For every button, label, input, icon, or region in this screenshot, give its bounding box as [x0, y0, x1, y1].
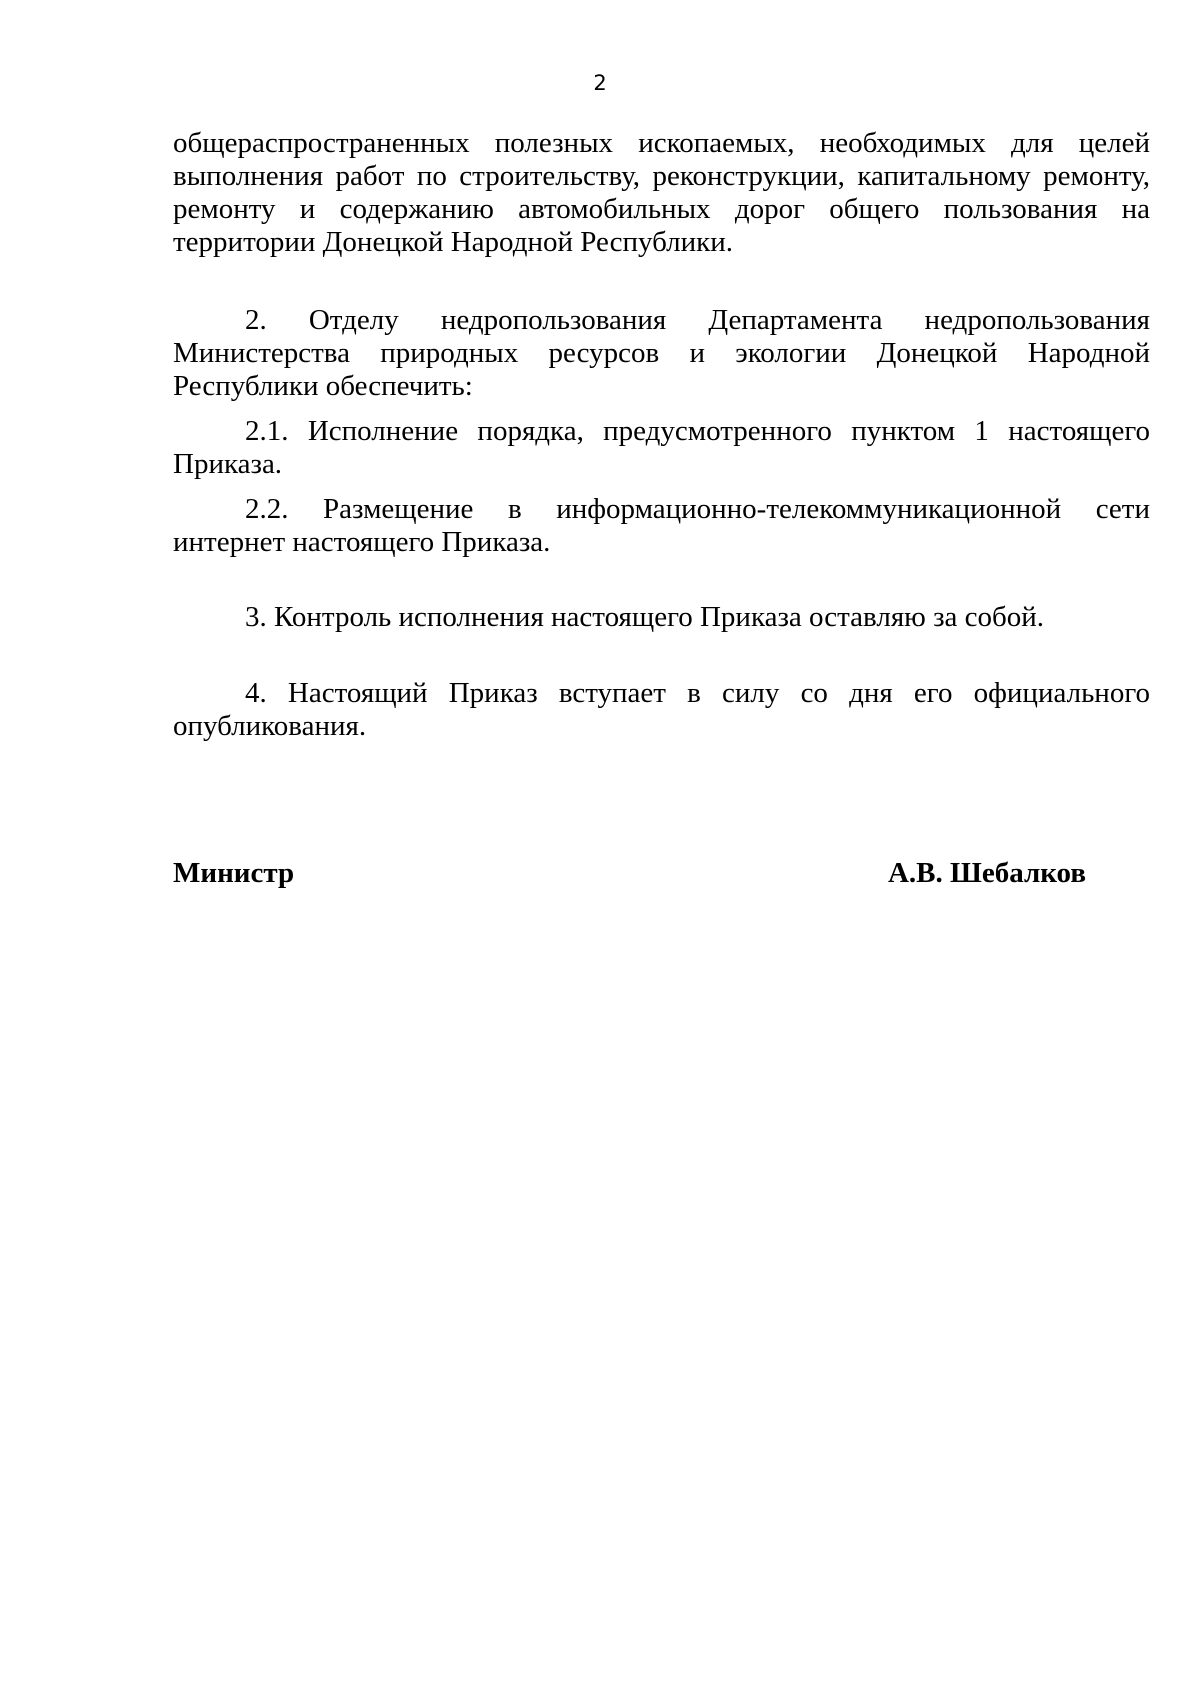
- paragraph-item-2-1: 2.1. Исполнение порядка, предусмотренного пунктом 1 настоящего Приказа.: [173, 415, 1150, 480]
- signatory-role: Министр: [173, 857, 295, 889]
- paragraph-item-2-2: 2.2. Размещение в информационно-телекоммуникационной сети интернет настоящего Приказа.: [173, 493, 1150, 558]
- paragraph-item-3: 3. Контроль исполнения настоящего Приказа оставляю за собой.: [245, 601, 1045, 633]
- paragraph-item-4: 4. Настоящий Приказ вступает в силу со дня его официального опубликования.: [173, 677, 1150, 742]
- paragraph-item-2: 2. Отделу недропользования Департамента недропользования Министерства природных ресурсов и экологии Донецкой Народной Республики обеспечить:: [173, 304, 1150, 402]
- signatory-name: А.В. Шебалков: [887, 857, 1086, 889]
- paragraph-continuation: общераспространенных полезных ископаемых, необходимых для целей выполнения работ по строительству, реконструкции, капитальному ремонту, ремонту и содержанию автомобильных дорог общего пользования на территории Донецкой Народной Республики.: [173, 127, 1150, 258]
- document-body: [173, 127, 1150, 743]
- page-number: 2: [593, 71, 607, 95]
